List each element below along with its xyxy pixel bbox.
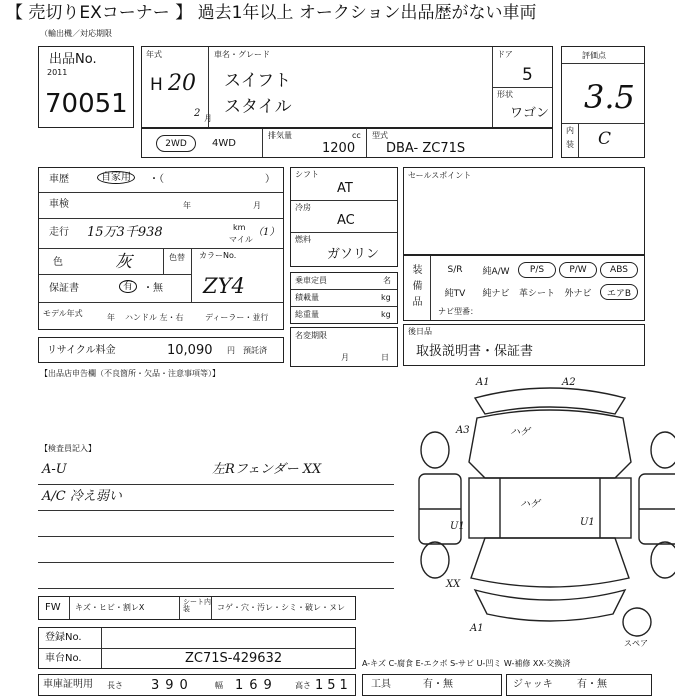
spec-row [141, 128, 553, 158]
score-box [561, 46, 645, 158]
recycle-note: 預託済 [243, 346, 267, 355]
capacity-box [290, 272, 398, 324]
header-banner: 【 売切りEXコーナー 】 過去1年以上 オークション出品歴がない車両 [6, 3, 537, 23]
shape-value: ワゴン [510, 106, 550, 121]
ac-label: 冷房 [295, 203, 311, 212]
name-change-day: 日 [381, 353, 389, 362]
condition-row [38, 596, 356, 620]
lot-number: 70051 [45, 89, 128, 119]
name-change-label: 名変期限 [295, 331, 327, 340]
jack-value: 有・無 [577, 679, 607, 690]
history-close: ） [265, 174, 275, 185]
later-box [403, 324, 645, 366]
color-code-label: カラーNo. [199, 251, 237, 260]
warranty-rest: ・無 [143, 283, 163, 294]
equipment-label: 装備品 [410, 264, 421, 312]
lot-label: 出品No. [49, 52, 97, 67]
tools-label: 工具 [371, 679, 391, 690]
history-table [38, 167, 284, 330]
diag-u1-left: U1 [450, 521, 465, 532]
interior-value: C [598, 129, 612, 149]
displacement-unit: cc [352, 131, 361, 140]
shift-box [290, 167, 398, 267]
tools-value: 有・無 [423, 679, 453, 690]
model-year-label: モデル年式 [43, 309, 83, 318]
year-month-unit: 月 [204, 114, 212, 123]
lot-year-tag: 2011 [47, 68, 68, 77]
car-grade: スタイル [224, 97, 292, 117]
equipment-item: 純A/W [482, 266, 510, 277]
displacement-label: 排気量 [268, 131, 292, 140]
declaration-label: 【出品店申告欄（不良箇所・欠品・注意事項等）】 [40, 369, 220, 378]
registration-label: 登録No. [45, 632, 82, 643]
ac-value: AC [337, 213, 355, 228]
history-value-wrap [97, 173, 135, 183]
color-label: 色 [53, 257, 63, 268]
displacement-value: 1200 [322, 141, 356, 156]
later-value: 取扱説明書・保証書 [416, 344, 534, 359]
equipment-box [403, 255, 645, 321]
warranty-value-wrap [119, 282, 137, 292]
car-label: 車名・グレード [214, 50, 270, 59]
drive-4wd: 4WD [212, 138, 236, 149]
warranty-label: 保証書 [49, 283, 79, 294]
cert-w-value: 169 [235, 678, 278, 693]
color-change-label: 色替 [169, 253, 185, 262]
warranty-value: 有 [119, 280, 137, 293]
condition-fw: FW [45, 602, 61, 613]
equipment-item: ABS [600, 262, 638, 278]
shift-value: AT [337, 181, 353, 196]
model-year-year: 年 [107, 313, 115, 322]
score-label: 評価点 [582, 51, 606, 60]
later-label: 後日品 [408, 327, 432, 336]
color-value: 灰 [115, 252, 132, 272]
name-change-box [290, 327, 398, 367]
interior-label-1: 内 [566, 126, 574, 135]
equipment-item: 純ナビ [482, 288, 510, 299]
year-era: H [150, 75, 163, 95]
mileage-label: 走行 [49, 227, 69, 238]
model-value: DBA- ZC71S [386, 141, 466, 156]
vehicle-diagram [405, 378, 675, 643]
tools-box [362, 674, 502, 696]
drive-2wd: 2WD [156, 135, 196, 152]
inspector-label: 【検査員記入】 [40, 444, 96, 453]
equipment-item: エアB [600, 284, 638, 300]
score-value: 3.5 [584, 78, 635, 116]
cert-label: 車庫証明用 [43, 679, 93, 690]
chassis-value: ZC71S-429632 [185, 651, 283, 666]
load-unit: kg [381, 293, 391, 302]
history-value: 自家用 [97, 171, 135, 184]
equipment-item: S/R [447, 265, 463, 275]
weight-unit: kg [381, 310, 391, 319]
inspector-line2: A/C 冷え弱い [42, 489, 122, 504]
cert-l-value: 390 [151, 678, 194, 693]
history-dot: ・（ [149, 174, 164, 185]
shift-label: シフト [295, 170, 319, 179]
load-label: 積載量 [295, 293, 319, 302]
inspector-line1: A-U [42, 462, 67, 477]
inspection-year: 年 [183, 201, 191, 210]
cert-l-label: 長さ [107, 681, 123, 690]
lot-box [38, 46, 134, 128]
diag-hood: ハゲ [510, 427, 530, 438]
mileage-note: （1） [253, 227, 280, 238]
interior-label-2: 装 [566, 140, 574, 149]
equipment-item: 革シート [519, 288, 556, 299]
model-year-dealer: ディーラー・並行 [205, 313, 269, 322]
jack-box [506, 674, 652, 696]
equipment-item: 純TV [444, 288, 466, 299]
equipment-item: P/W [559, 262, 597, 278]
top-note: （輸出機／対応期限 [40, 29, 112, 38]
weight-label: 総重量 [295, 310, 319, 319]
equipment-item: 外ナビ [564, 288, 592, 299]
fuel-value: ガソリン [327, 247, 380, 262]
cert-h-label: 高さ [295, 681, 311, 690]
year-label: 年式 [146, 50, 162, 59]
diag-a1-top: A1 [476, 377, 490, 388]
recycle-box [38, 337, 284, 363]
jack-label: ジャッキ [513, 679, 553, 690]
condition-seat-label: シート内装 [183, 598, 211, 613]
recycle-label: リサイクル料金 [47, 345, 116, 356]
capacity-unit: 名 [383, 276, 391, 285]
recycle-value: 10,090 [167, 343, 213, 358]
model-year-handle: ハンドル 左・右 [125, 313, 184, 322]
name-change-month: 月 [341, 353, 349, 362]
year-value: 20 [168, 71, 196, 96]
capacity-label: 乗車定員 [295, 276, 327, 285]
fuel-label: 燃料 [295, 235, 311, 244]
doors-label: ドア [497, 50, 513, 59]
diag-roof: ハゲ [520, 499, 540, 510]
shape-label: 形状 [497, 90, 513, 99]
navi-label: ナビ型番： [438, 307, 478, 316]
chassis-label: 車台No. [45, 653, 82, 664]
condition-seat-items: コゲ・穴・汚レ・シミ・破レ・ヌレ [217, 603, 345, 612]
year-month: 2 [194, 108, 201, 119]
mileage-value: 15万3千938 [87, 225, 163, 240]
diag-spare: スペア [624, 639, 648, 648]
color-code: ZY4 [203, 274, 245, 298]
mileage-unit-km: km [233, 223, 246, 232]
car-name: スイフト [224, 71, 292, 91]
diag-a3: A3 [456, 425, 470, 436]
cert-h-value: 151 [315, 678, 352, 693]
inspector-line3: 左Rフェンダー XX [212, 462, 322, 477]
condition-items: キズ・ヒビ・割レX [75, 603, 145, 612]
doors-value: 5 [522, 65, 533, 85]
diag-xx: XX [446, 579, 461, 590]
mileage-unit-mile: マイル [229, 235, 253, 244]
diag-a1-bottom: A1 [470, 623, 484, 634]
recycle-unit: 円 [227, 346, 235, 355]
car-info-box [141, 46, 553, 128]
equipment-item: P/S [518, 262, 556, 278]
sales-point-box [403, 167, 645, 255]
defect-legend: A-キズ C-腐食 E-エクボ S-サビ U-凹ミ W-補修 XX-交換済 [362, 659, 571, 668]
registration-box [38, 627, 356, 669]
sales-point-label: セールスポイント [408, 171, 472, 180]
inspection-month: 月 [253, 201, 261, 210]
diag-a2-top: A2 [562, 377, 576, 388]
inspection-label: 車検 [49, 199, 69, 210]
model-label: 型式 [372, 131, 388, 140]
history-label: 車歴 [49, 174, 69, 185]
cert-w-label: 幅 [215, 681, 223, 690]
cert-box [38, 674, 356, 696]
diag-u1-right: U1 [580, 517, 595, 528]
